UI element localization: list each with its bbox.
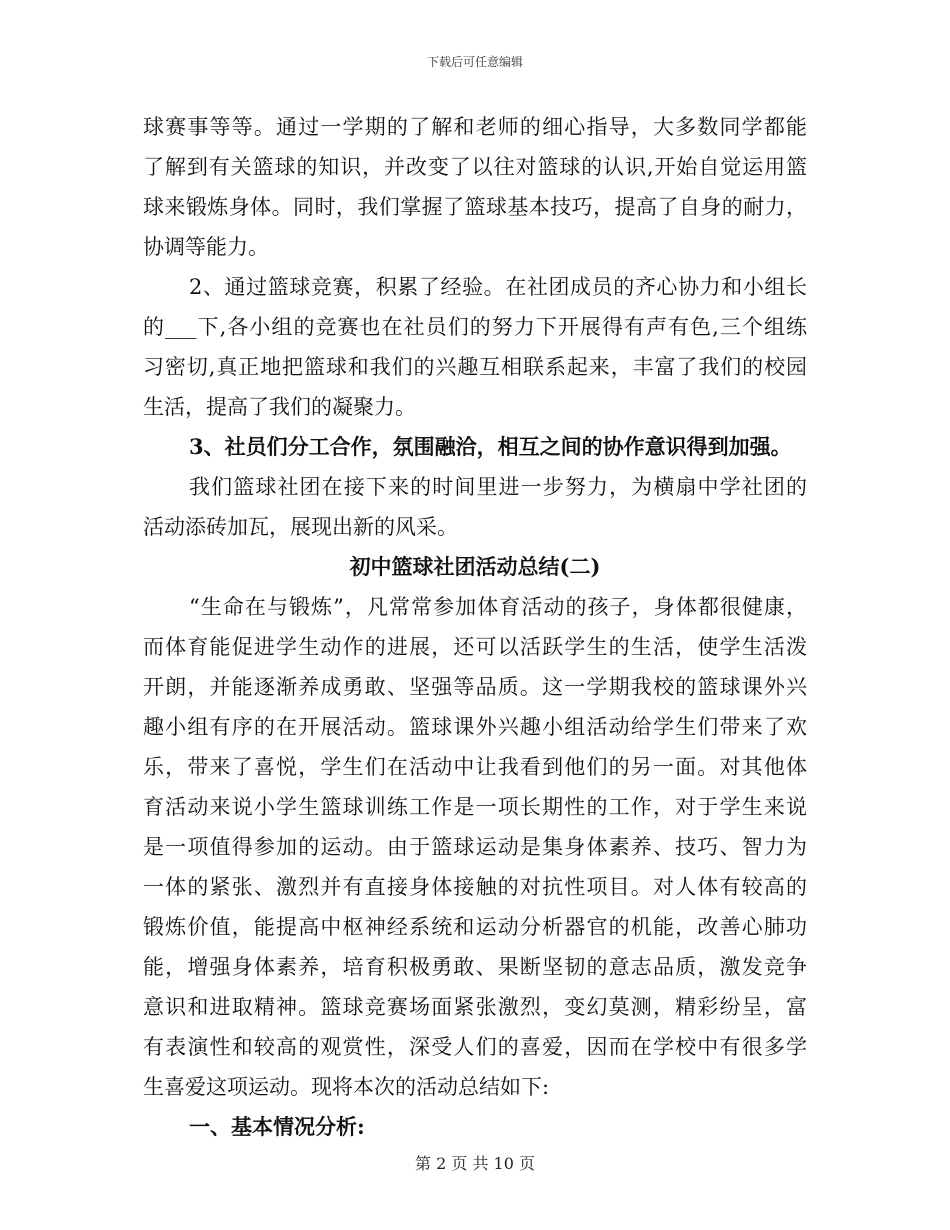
text-line: 活动添砖加瓦，展现出新的风采。 (143, 515, 458, 539)
text-line: 协调等能力。 (143, 235, 269, 259)
text-line: 生喜爱这项运动。现将本次的活动总结如下: (143, 1075, 550, 1099)
text-line: 开朗，并能逐渐养成勇敢、坚强等品质。这一学期我校的篮球课外兴 (143, 675, 807, 699)
bold-text-line: 3、社员们分工合作，氛围融洽，相互之间的协作意识得到加强。 (189, 434, 792, 459)
text-line: 一体的紧张、激烈并有直接身体接触的对抗性项目。对人体有较高的 (143, 875, 807, 899)
text-line: 我们篮球社团在接下来的时间里进一步努力，为横扇中学社团的 (189, 475, 807, 499)
download-note: 下载后可任意编辑 (426, 55, 523, 69)
text-line: 乐，带来了喜悦，学生们在活动中让我看到他们的另一面。对其他体 (143, 755, 807, 779)
text-line: 的___下,各小组的竞赛也在社员们的努力下开展得有声有色,三个组练 (143, 315, 807, 339)
text-line: 有表演性和较高的观赏性，深受人们的喜爱，因而在学校中有很多学 (143, 1035, 807, 1059)
text-line: 习密切,真正地把篮球和我们的兴趣互相联系起来，丰富了我们的校园 (143, 355, 807, 379)
text-line: 而体育能促进学生动作的进展，还可以活跃学生的生活，使学生活泼 (143, 635, 807, 659)
section-heading: 一、基本情况分析: (189, 1114, 365, 1139)
text-line: 生活，提高了我们的凝聚力。 (143, 395, 416, 419)
document-body (143, 107, 807, 1147)
text-line: 2、通过篮球竞赛，积累了经验。在社团成员的齐心协力和小组长 (189, 275, 807, 299)
text-line: 意识和进取精神。篮球竞赛场面紧张激烈，变幻莫测，精彩纷呈，富 (143, 995, 807, 1019)
text-line: 是一项值得参加的运动。由于篮球运动是集身体素养、技巧、智力为 (143, 835, 807, 859)
text-line: 球赛事等等。通过一学期的了解和老师的细心指导，大多数同学都能 (143, 115, 807, 139)
page-number: 第 2 页 共 10 页 (415, 1154, 535, 1173)
text-line: 了解到有关篮球的知识，并改变了以往对篮球的认识,开始自觉运用篮 (143, 155, 807, 179)
section-title: 初中篮球社团活动总结(二) (349, 554, 601, 579)
text-line: 能，增强身体素养，培育积极勇敢、果断坚韧的意志品质，激发竞争 (143, 955, 807, 979)
text-line: 育活动来说小学生篮球训练工作是一项长期性的工作，对于学生来说 (143, 795, 807, 819)
text-line: 趣小组有序的在开展活动。篮球课外兴趣小组活动给学生们带来了欢 (143, 715, 807, 739)
text-line: 锻炼价值，能提高中枢神经系统和运动分析器官的机能，改善心肺功 (143, 915, 807, 939)
text-line: 球来锻炼身体。同时，我们掌握了篮球基本技巧，提高了自身的耐力， (143, 195, 807, 219)
text-line: “生命在与锻炼”，凡常常参加体育活动的孩子，身体都很健康， (189, 595, 807, 619)
